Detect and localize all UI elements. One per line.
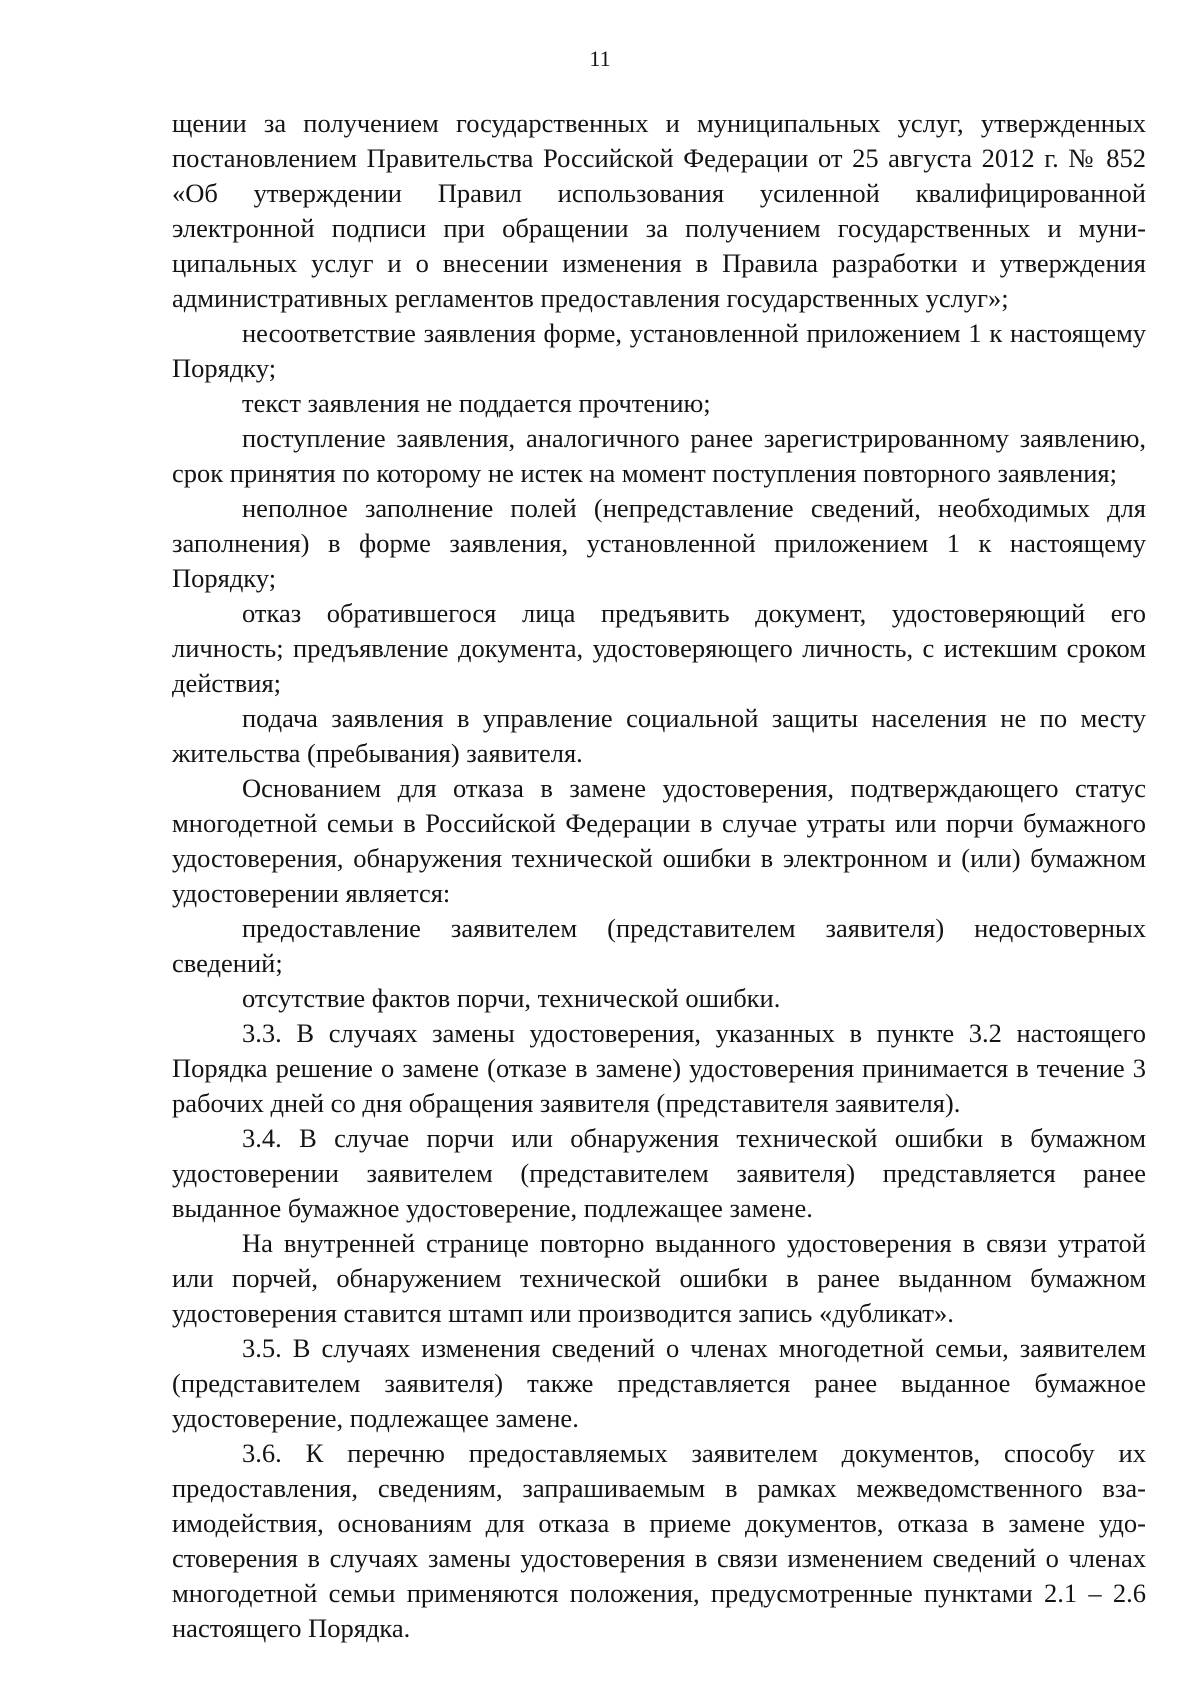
page-number: 11 <box>589 46 611 71</box>
paragraph-section-3-3: 3.3. В случаях замены удостоверения, указанных в пункте 3.2 настоящего Порядка решение о замене (отказе в замене) удостоверения принимается в течение 3 рабочих дней со дня обращения заявителя (представителя заявителя). <box>172 1018 1146 1118</box>
paragraph-incomplete-fields: неполное заполнение полей (непредставление сведений, необходимых для заполнения) в форме заявления, установленной приложением 1 к настоящему Порядку; <box>172 493 1146 593</box>
paragraph-section-3-6: 3.6. К перечню предоставляемых заявителем документов, способу их предоставления, сведениям, запрашиваемым в рамках межведомственного взаимодействия, основаниям для отказа в приеме документов, отказа в замене удостоверения в случаях замены удостоверения в связи изменением сведений о членах многодетной семьи применяются положения, предусмотренные пунктами 2.1 – 2.6 настоящего Порядка. <box>172 1438 1146 1643</box>
paragraph-form-mismatch: несоответствие заявления форме, установленной приложением 1 к настоящему Порядку; <box>172 318 1146 383</box>
paragraph-unreadable-text: текст заявления не поддается прочтению; <box>242 388 711 418</box>
paragraph-identity-document: отказ обратившегося лица предъявить документ, удостоверяющий его личность; предъявление документа, удостоверяющего личность, с истекшим сроком действия; <box>172 598 1146 698</box>
paragraph-false-information: предоставление заявителем (представителем заявителя) недостоверных сведений; <box>172 913 1146 978</box>
paragraph-continuation: щении за получением государственных и муниципальных услуг, утвержденных постановлением Правительства Российской Федерации от 25 августа 2012 г. № 852 «Об утверждении Правил использования усиленной квалифицированной электронной подписи при обращении за получением государственных и муниципальных услуг и о внесении изменения в Правила разработки и утверждения административных регламентов предоставления государственных услуг»; <box>172 108 1146 313</box>
paragraph-duplicate-application: поступление заявления, аналогичного ранее зарегистрированному заявлению, срок принятия по которому не истек на момент поступления повторного заявления; <box>172 423 1146 488</box>
document-body <box>172 106 1146 1646</box>
paragraph-section-3-4: 3.4. В случае порчи или обнаружения технической ошибки в бумажном удостоверении заявителем (представителем заявителя) представляется ранее выданное бумажное удостоверение, подлежащее замене. <box>172 1123 1146 1223</box>
paragraph-no-damage: отсутствие фактов порчи, технической ошибки. <box>242 983 781 1013</box>
paragraph-refusal-grounds: Основанием для отказа в замене удостоверения, подтверждающего статус многодетной семьи в Российской Федерации в случае утраты или порчи бумажного удостоверения, обнаружения технической ошибки в электронном и (или) бумажном удостоверении является: <box>172 773 1146 908</box>
paragraph-duplicate-stamp: На внутренней странице повторно выданного удостоверения в связи утратой или порчей, обнаружением технической ошибки в ранее выданном бумажном удостоверения ставится штамп или производится запись «дубликат». <box>172 1228 1146 1328</box>
paragraph-section-3-5: 3.5. В случаях изменения сведений о членах многодетной семьи, заявителем (представителем заявителя) также представляется ранее выданное бумажное удостоверение, подлежащее замене. <box>172 1333 1146 1433</box>
paragraph-wrong-office: подача заявления в управление социальной защиты населения не по месту жительства (пребывания) заявителя. <box>172 703 1146 768</box>
